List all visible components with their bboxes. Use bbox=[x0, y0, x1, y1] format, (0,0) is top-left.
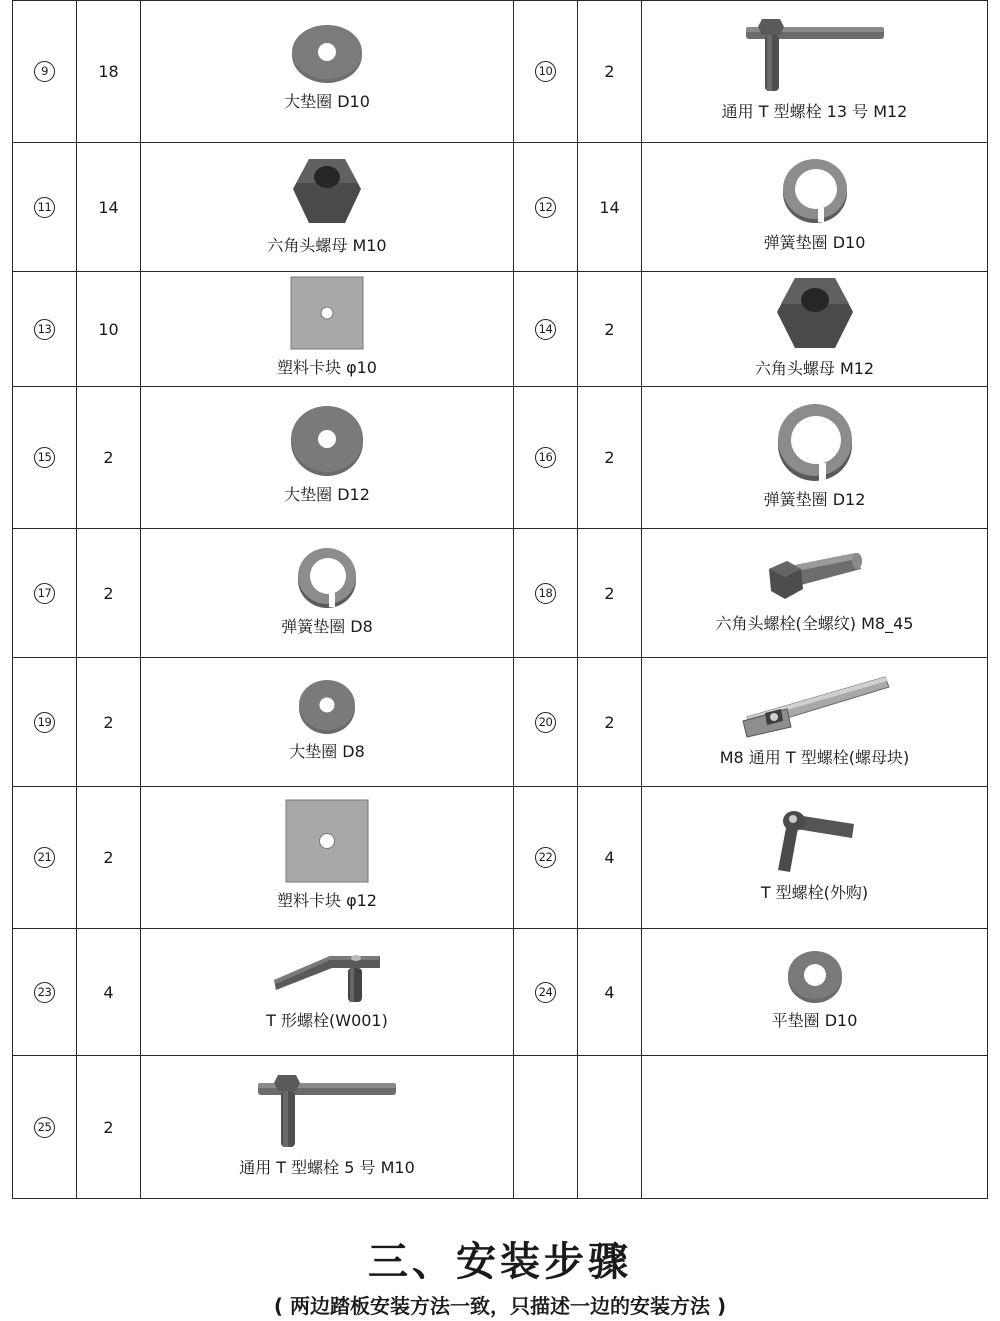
part-number: 10 bbox=[514, 1, 578, 143]
flat-washer-icon bbox=[287, 404, 367, 478]
part-cell bbox=[642, 143, 988, 272]
table-row bbox=[13, 272, 988, 387]
empty-cell bbox=[578, 1056, 642, 1199]
part-name: 六角头螺栓(全螺纹) M8_45 bbox=[715, 613, 914, 633]
part-quantity: 18 bbox=[77, 1, 141, 143]
table-row bbox=[13, 1056, 988, 1199]
part-cell bbox=[642, 272, 988, 387]
part-quantity: 2 bbox=[77, 787, 141, 929]
part-name: 大垫圈 D10 bbox=[284, 92, 370, 111]
part-cell bbox=[141, 529, 514, 658]
table-row bbox=[13, 658, 988, 787]
empty-cell bbox=[514, 1056, 578, 1199]
section-title: 三、安装步骤 bbox=[368, 1239, 632, 1285]
t-bolt-icon bbox=[252, 1071, 402, 1151]
flat-washer-icon bbox=[287, 25, 367, 85]
t-bolt-icon bbox=[740, 15, 890, 95]
part-cell bbox=[141, 272, 514, 387]
table-row bbox=[13, 143, 988, 272]
part-cell bbox=[141, 1056, 514, 1199]
table-row bbox=[13, 387, 988, 529]
part-quantity: 10 bbox=[77, 272, 141, 387]
part-number: 22 bbox=[514, 787, 578, 929]
part-cell bbox=[642, 387, 988, 529]
part-number: 19 bbox=[13, 658, 77, 787]
part-number: 9 bbox=[13, 1, 77, 143]
part-number: 14 bbox=[514, 272, 578, 387]
table-row bbox=[13, 929, 988, 1056]
part-quantity: 4 bbox=[578, 787, 642, 929]
part-cell bbox=[141, 387, 514, 529]
part-quantity: 2 bbox=[578, 1, 642, 143]
part-name: T 型螺栓(外购) bbox=[760, 883, 869, 902]
part-name: 通用 T 型螺栓 5 号 M10 bbox=[239, 1157, 415, 1177]
part-name: M8 通用 T 型螺栓(螺母块) bbox=[719, 747, 910, 767]
part-number: 18 bbox=[514, 529, 578, 658]
t-bolt-w001-icon bbox=[270, 948, 384, 1004]
part-quantity: 2 bbox=[578, 658, 642, 787]
part-cell bbox=[642, 929, 988, 1056]
part-number: 12 bbox=[514, 143, 578, 272]
part-cell bbox=[141, 787, 514, 929]
part-quantity: 2 bbox=[77, 529, 141, 658]
empty-cell bbox=[642, 1056, 988, 1199]
part-number: 16 bbox=[514, 387, 578, 529]
part-number: 25 bbox=[13, 1056, 77, 1199]
part-cell bbox=[642, 787, 988, 929]
hex-bolt-icon bbox=[765, 547, 865, 607]
part-number: 15 bbox=[13, 387, 77, 529]
part-number: 17 bbox=[13, 529, 77, 658]
part-quantity: 2 bbox=[578, 272, 642, 387]
part-quantity: 4 bbox=[578, 929, 642, 1056]
spring-washer-icon bbox=[780, 156, 850, 226]
part-name: 通用 T 型螺栓 13 号 M12 bbox=[721, 102, 908, 121]
hex-nut-icon bbox=[773, 274, 857, 352]
part-quantity: 2 bbox=[578, 529, 642, 658]
parts-table bbox=[12, 0, 988, 1199]
spring-washer-icon bbox=[295, 544, 359, 610]
part-number: 13 bbox=[13, 272, 77, 387]
t-bolt-nut-block-icon bbox=[737, 671, 893, 741]
part-cell bbox=[141, 658, 514, 787]
part-name: 大垫圈 D8 bbox=[289, 741, 365, 761]
part-name: T 形螺栓(W001) bbox=[266, 1010, 388, 1030]
part-number: 20 bbox=[514, 658, 578, 787]
part-quantity: 2 bbox=[77, 387, 141, 529]
part-name: 大垫圈 D12 bbox=[284, 485, 370, 504]
part-name: 塑料卡块 φ12 bbox=[276, 891, 377, 910]
table-row bbox=[13, 529, 988, 658]
part-quantity: 14 bbox=[578, 143, 642, 272]
part-number: 21 bbox=[13, 787, 77, 929]
part-name: 弹簧垫圈 D12 bbox=[763, 490, 866, 509]
part-cell bbox=[642, 658, 988, 787]
part-name: 弹簧垫圈 D10 bbox=[763, 232, 866, 252]
table-row bbox=[13, 787, 988, 929]
flat-washer-icon bbox=[786, 948, 844, 1004]
part-name: 弹簧垫圈 D8 bbox=[281, 616, 373, 636]
part-name: 平垫圈 D10 bbox=[771, 1010, 858, 1030]
spring-washer-icon bbox=[775, 399, 855, 483]
flat-washer-icon bbox=[297, 677, 357, 735]
part-quantity: 4 bbox=[77, 929, 141, 1056]
part-cell bbox=[642, 1, 988, 143]
part-number: 23 bbox=[13, 929, 77, 1056]
part-number: 11 bbox=[13, 143, 77, 272]
part-quantity: 14 bbox=[77, 143, 141, 272]
part-name: 塑料卡块 φ10 bbox=[276, 357, 377, 377]
table-row bbox=[13, 1, 988, 143]
part-name: 六角头螺母 M10 bbox=[267, 235, 387, 255]
part-cell bbox=[141, 143, 514, 272]
part-name: 六角头螺母 M12 bbox=[754, 358, 875, 378]
part-quantity: 2 bbox=[578, 387, 642, 529]
plastic-block-icon bbox=[289, 275, 365, 351]
t-bolt-purchased-icon bbox=[770, 806, 860, 876]
part-quantity: 2 bbox=[77, 658, 141, 787]
part-quantity: 2 bbox=[77, 1056, 141, 1199]
hex-nut-icon bbox=[289, 153, 365, 229]
part-cell bbox=[141, 929, 514, 1056]
plastic-block-icon bbox=[284, 798, 370, 884]
part-cell bbox=[141, 1, 514, 143]
part-number: 24 bbox=[514, 929, 578, 1056]
part-cell bbox=[642, 529, 988, 658]
section-subtitle: ( 两边踏板安装方法一致，只描述一边的安装方法 ) bbox=[273, 1294, 727, 1318]
